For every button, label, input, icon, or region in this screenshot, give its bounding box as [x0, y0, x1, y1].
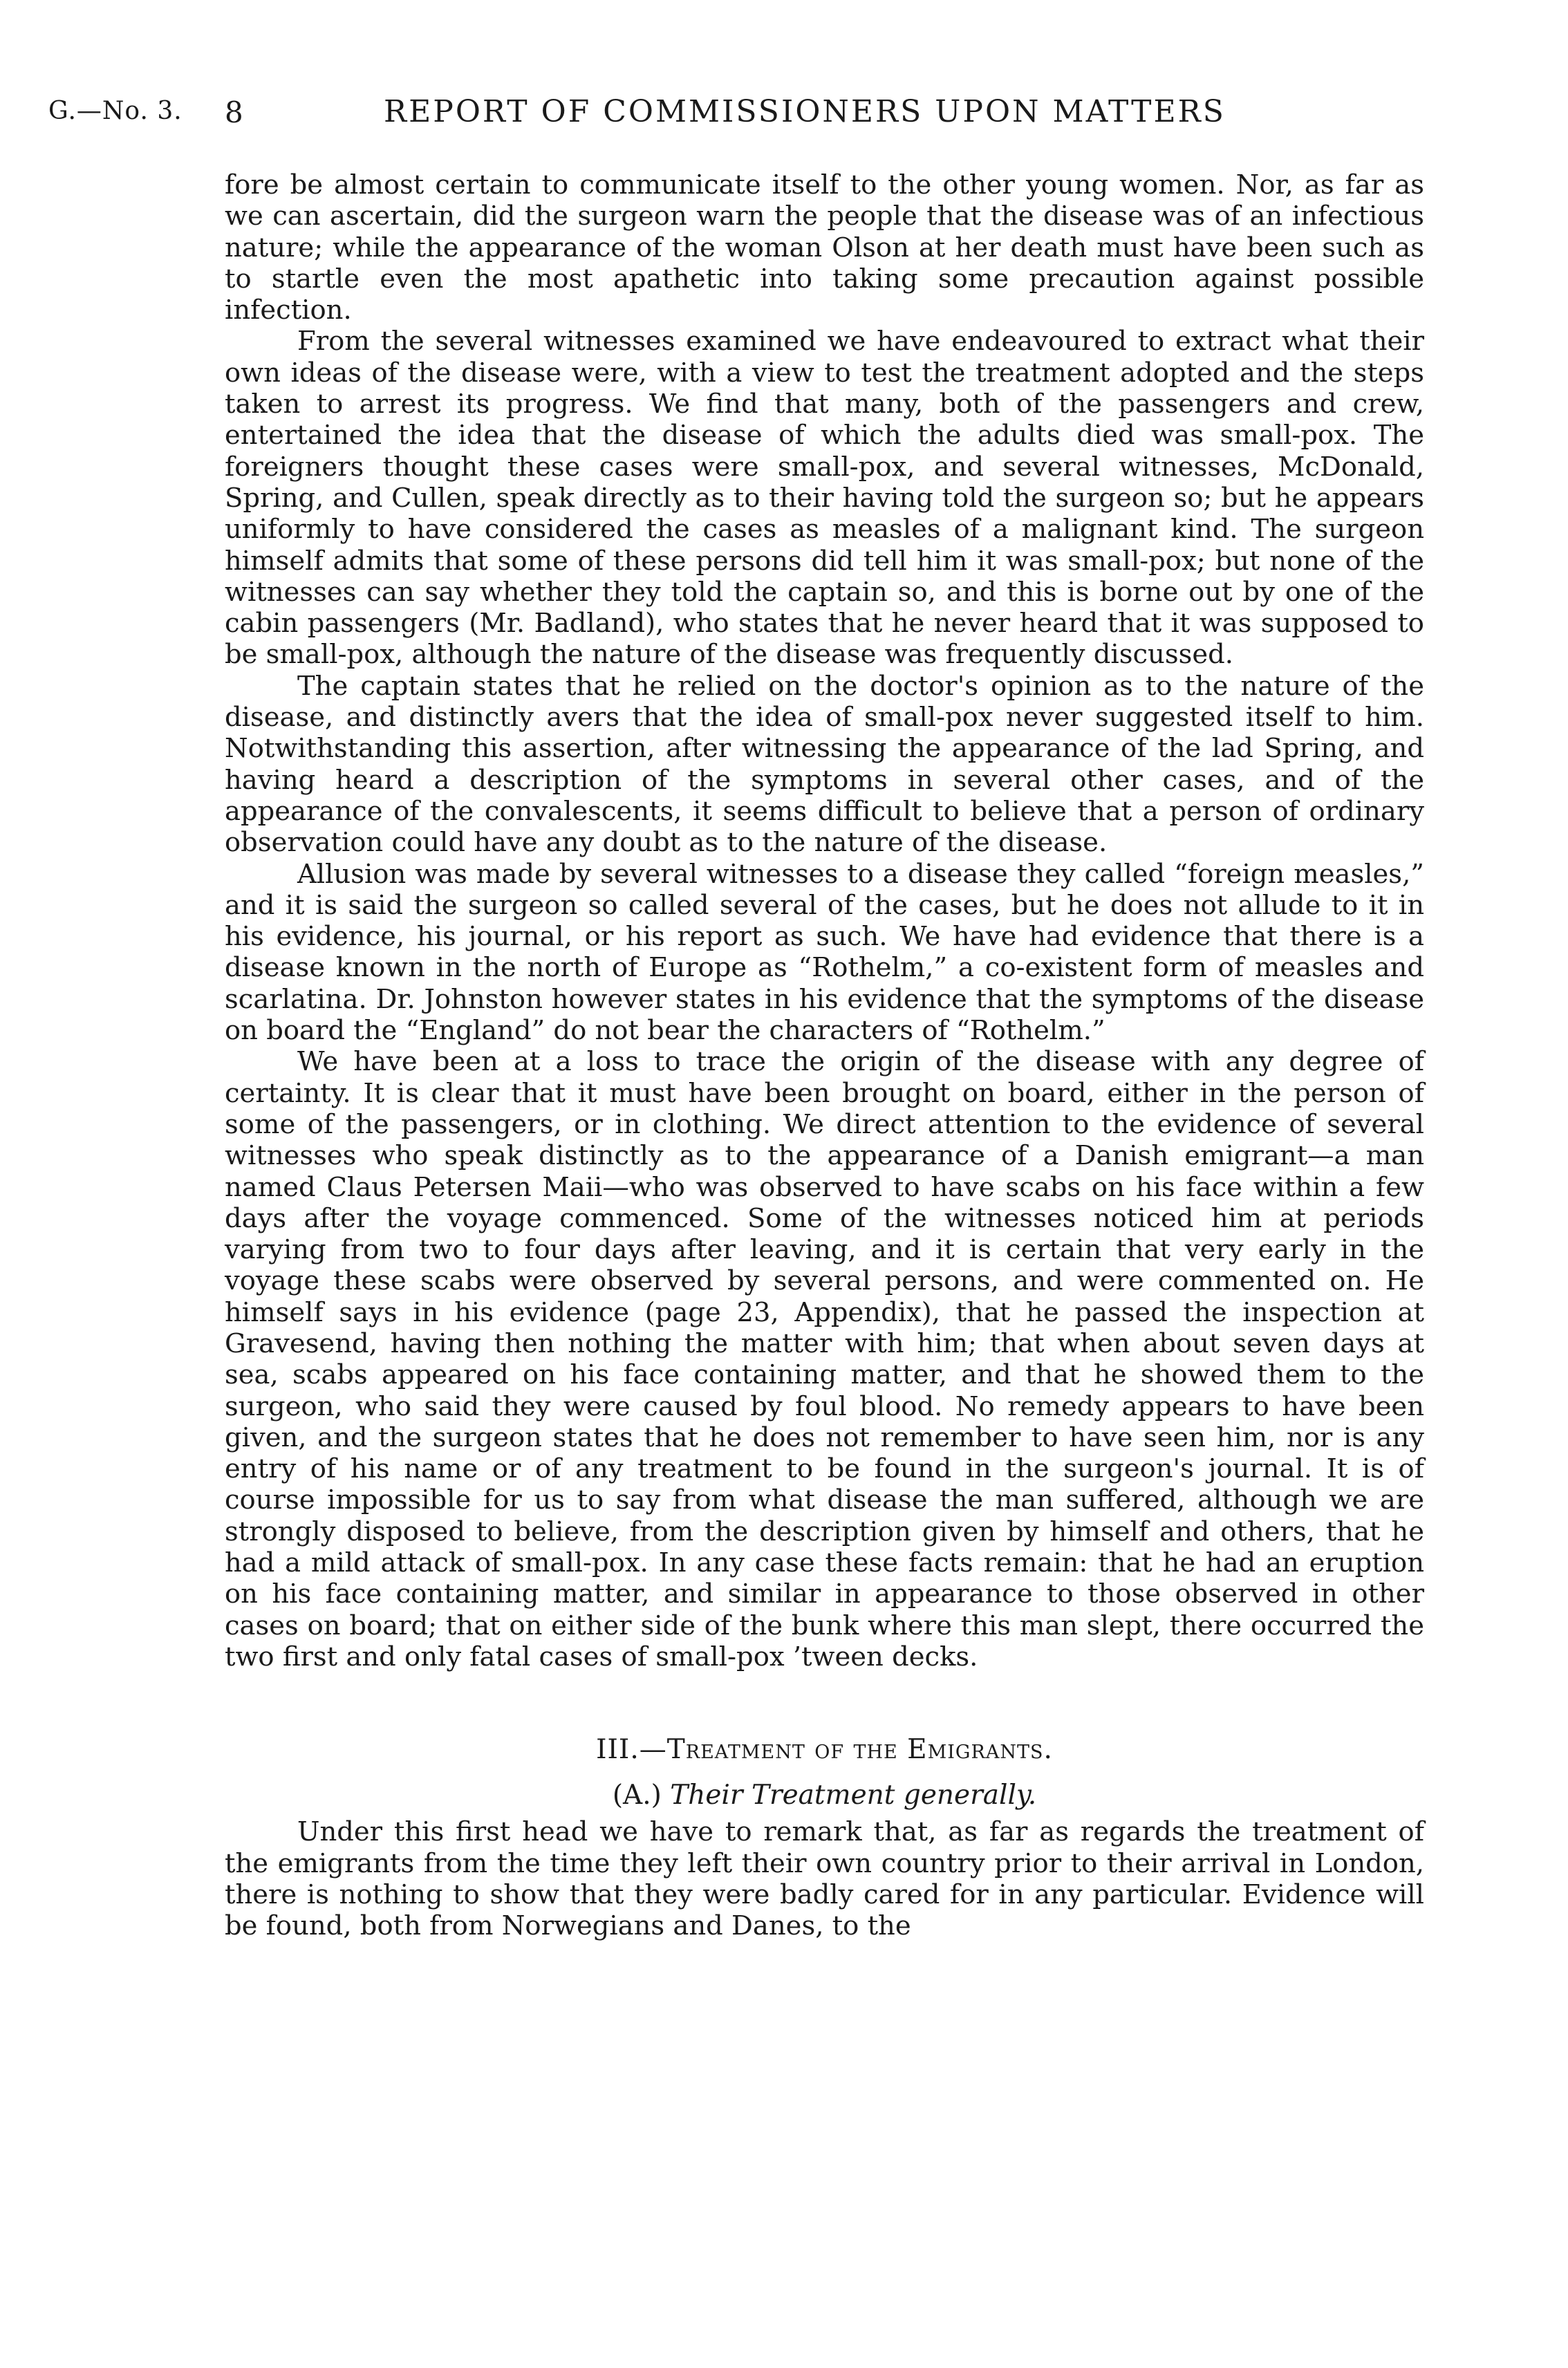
- subsection-heading: [225, 1779, 1424, 1812]
- paragraph-foreign-measles: Allusion was made by several witnesses to a disease they called “foreign measles,” and it is said the surgeon so called several of the cases, but he does not allude to it in his evidence, his journal, or his report as such. We have had evidence that there is a disease known in the north of Europe as “Rothelm,” a co-existent form of measles and scarlatina. Dr. Johnston however states in his evidence that the symptoms of the disease on board the “England” do not bear the characters of “Rothelm.”: [225, 858, 1424, 1047]
- section-numeral: III.—: [596, 1734, 667, 1766]
- section-title: Treatment of the Emigrants.: [666, 1734, 1053, 1766]
- running-title: REPORT OF COMMISSIONERS UPON MATTERS: [384, 94, 1226, 129]
- paragraph-captain-statement: The captain states that he relied on the doctor's opinion as to the nature of the disease, and distinctly avers that the idea of small-pox never suggested itself to him. Notwithstanding this assertion, after witnessing the appearance of the lad Spring, and having heard a description of the symptoms in several other cases, and of the appearance of the convalescents, it seems difficult to believe that a person of ordinary observation could have any doubt as to the nature of the disease.: [225, 670, 1424, 859]
- subsection-letter: (A.): [612, 1780, 662, 1811]
- page-header: [0, 94, 1568, 152]
- page-number: 8: [225, 95, 243, 129]
- subsection-title: Their Treatment generally.: [670, 1780, 1037, 1811]
- paragraph-treatment-generally: Under this first head we have to remark that, as far as regards the treatment of the emigrants from the time they left their own country prior to their arrival in London, there is nothing to show that they were badly cared for in any particular. Evidence will be found, both from Norwegians and Danes, to the: [225, 1816, 1424, 1942]
- paragraph-witness-ideas: From the several witnesses examined we have endeavoured to extract what their own ideas of the disease were, with a view to test the treatment adopted and the steps taken to arrest its progress. We find that many, both of the passengers and crew, entertained the idea that the disease of which the adults died was small-pox. The foreigners thought these cases were small-pox, and several witnesses, McDonald, Spring, and Cullen, speak directly as to their having told the surgeon so; but he appears uniformly to have considered the cases as measles of a malignant kind. The surgeon himself admits that some of these persons did tell him it was small-pox; but none of the witnesses can say whether they told the captain so, and this is borne out by one of the cabin passengers (Mr. Badland), who states that he never heard that it was supposed to be small-pox, although the nature of the disease was frequently discussed.: [225, 326, 1424, 671]
- body-text: [225, 169, 1424, 1941]
- paragraph-disease-origin: We have been at a loss to trace the origin of the disease with any degree of certainty. It is clear that it must have been brought on board, either in the person of some of the passengers, or in clothing. We direct attention to the evidence of several witnesses who speak distinctly as to the appearance of a Danish emigrant—a man named Claus Petersen Maii—who was observed to have scabs on his face within a few days after the voyage commenced. Some of the witnesses noticed him at periods varying from two to four days after leaving, and it is certain that very early in the voyage these scabs were observed by several persons, and were commented on. He himself says in his evidence (page 23, Appendix), that he passed the inspection at Gravesend, having then nothing the matter with him; that when about seven days at sea, scabs appeared on his face containing matter, and that he showed them to the surgeon, who said they were caused by foul blood. No remedy appears to have been given, and the surgeon states that he does not remember to have seen him, nor is any entry of his name or of any treatment to be found in the surgeon's journal. It is of course impossible for us to say from what disease the man suffered, although we are strongly disposed to believe, from the description given by himself and others, that he had a mild attack of small-pox. In any case these facts remain: that he had an eruption on his face containing matter, and similar in appearance to those observed in other cases on board; that on either side of the bunk where this man slept, there occurred the two first and only fatal cases of small-pox ’tween decks.: [225, 1046, 1424, 1672]
- section-heading: [225, 1733, 1424, 1766]
- document-reference: G.—No. 3.: [48, 97, 183, 125]
- paragraph-continued: fore be almost certain to communicate itself to the other young women. Nor, as far as we can ascertain, did the surgeon warn the people that the disease was of an infectious nature; while the appearance of the woman Olson at her death must have been such as to startle even the most apathetic into taking some precaution against possible infection.: [225, 169, 1424, 326]
